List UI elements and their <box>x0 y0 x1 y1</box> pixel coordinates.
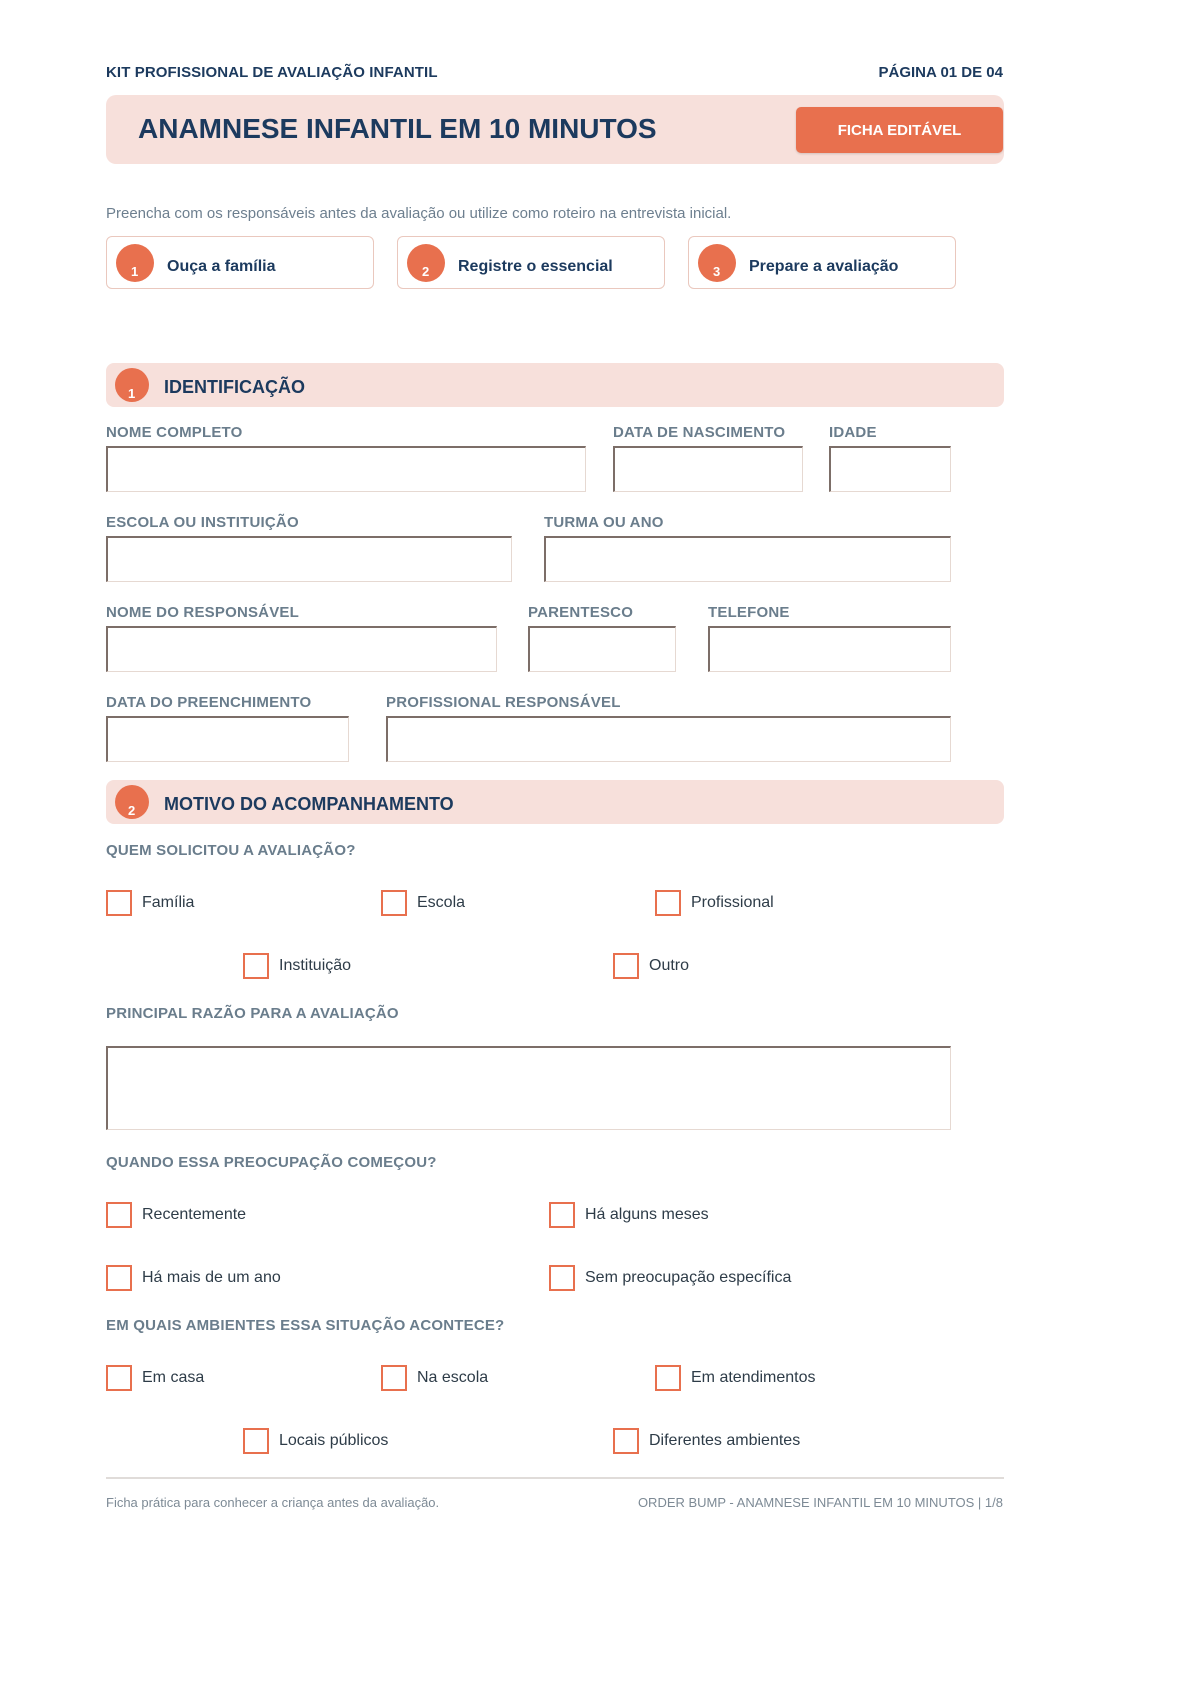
checkbox[interactable] <box>106 890 132 916</box>
checkbox[interactable] <box>106 1265 132 1291</box>
option-label: Instituição <box>279 957 352 974</box>
field-label-data-nascimento: DATA DE NASCIMENTO <box>613 424 786 441</box>
option-label: Escola <box>417 894 466 911</box>
option-label: Há mais de um ano <box>142 1269 281 1286</box>
option-label: Outro <box>649 957 690 974</box>
profissional-field[interactable] <box>386 716 951 762</box>
question-label-quando: QUANDO ESSA PREOCUPAÇÃO COMEÇOU? <box>106 1154 437 1171</box>
field-label-data-preenchimento: DATA DO PREENCHIMENTO <box>106 694 312 711</box>
step-number-badge: 1 <box>116 244 154 282</box>
option-label: Diferentes ambientes <box>649 1432 801 1449</box>
question-label-ambientes: EM QUAIS AMBIENTES ESSA SITUAÇÃO ACONTECE? <box>106 1317 505 1334</box>
section-header-identificacao <box>106 363 1004 407</box>
page-indicator: PÁGINA 01 DE 04 <box>878 64 1003 81</box>
checkbox[interactable] <box>549 1265 575 1291</box>
telefone-field[interactable] <box>708 626 951 672</box>
footer-note: Ficha prática para conhecer a criança antes da avaliação. <box>106 1495 440 1510</box>
section-number-badge: 2 <box>115 785 149 819</box>
option-label: Recentemente <box>142 1206 247 1223</box>
option-label: Família <box>142 894 195 911</box>
checkbox[interactable] <box>655 890 681 916</box>
step-card-1 <box>106 236 374 289</box>
question-label-razao: PRINCIPAL RAZÃO PARA A AVALIAÇÃO <box>106 1005 399 1022</box>
step-label: Registre o essencial <box>458 258 613 275</box>
option-label: Sem preocupação específica <box>585 1269 792 1286</box>
data-nascimento-field[interactable] <box>613 446 803 492</box>
option-label: Locais públicos <box>279 1432 389 1449</box>
section-title: IDENTIFICAÇÃO <box>164 377 305 397</box>
turma-field[interactable] <box>544 536 951 582</box>
checkbox[interactable] <box>613 1428 639 1454</box>
editable-form-button[interactable]: FICHA EDITÁVEL <box>796 107 1003 153</box>
field-label-telefone: TELEFONE <box>708 604 790 621</box>
nome-completo-field[interactable] <box>106 446 586 492</box>
footer-product: ORDER BUMP - ANAMNESE INFANTIL EM 10 MINUTOS | 1/8 <box>637 1495 1003 1510</box>
checkbox[interactable] <box>613 953 639 979</box>
question-label-solicitou: QUEM SOLICITOU A AVALIAÇÃO? <box>106 842 356 859</box>
kit-title: KIT PROFISSIONAL DE AVALIAÇÃO INFANTIL <box>106 64 438 81</box>
footer-divider <box>106 1477 1004 1479</box>
field-label-escola: ESCOLA OU INSTITUIÇÃO <box>106 514 299 531</box>
field-label-idade: IDADE <box>829 424 877 441</box>
razao-textarea[interactable] <box>106 1046 951 1130</box>
step-card-3 <box>688 236 956 289</box>
field-label-responsavel: NOME DO RESPONSÁVEL <box>106 604 299 621</box>
checkbox[interactable] <box>655 1365 681 1391</box>
checkbox[interactable] <box>381 1365 407 1391</box>
checkbox[interactable] <box>381 890 407 916</box>
field-label-parentesco: PARENTESCO <box>528 604 634 621</box>
field-label-profissional: PROFISSIONAL RESPONSÁVEL <box>386 694 621 711</box>
data-preenchimento-field[interactable] <box>106 716 349 762</box>
intro-text: Preencha com os responsáveis antes da avaliação ou utilize como roteiro na entrevista inicial. <box>106 205 732 222</box>
section-header-motivo <box>106 780 1004 824</box>
checkbox[interactable] <box>106 1202 132 1228</box>
section-number-badge: 1 <box>115 368 149 402</box>
responsavel-field[interactable] <box>106 626 497 672</box>
step-card-2 <box>397 236 665 289</box>
step-number-badge: 2 <box>407 244 445 282</box>
checkbox[interactable] <box>106 1365 132 1391</box>
step-label: Prepare a avaliação <box>749 258 899 275</box>
option-label: Em casa <box>142 1369 205 1386</box>
page-title: ANAMNESE INFANTIL EM 10 MINUTOS <box>138 113 657 144</box>
checkbox[interactable] <box>549 1202 575 1228</box>
option-label: Na escola <box>417 1369 489 1386</box>
checkbox[interactable] <box>243 953 269 979</box>
section-title: MOTIVO DO ACOMPANHAMENTO <box>164 794 454 814</box>
field-label-nome-completo: NOME COMPLETO <box>106 424 243 441</box>
escola-field[interactable] <box>106 536 512 582</box>
step-number-badge: 3 <box>698 244 736 282</box>
option-label: Há alguns meses <box>585 1206 709 1223</box>
step-label: Ouça a família <box>167 258 276 275</box>
parentesco-field[interactable] <box>528 626 676 672</box>
option-label: Em atendimentos <box>691 1369 816 1386</box>
checkbox[interactable] <box>243 1428 269 1454</box>
option-label: Profissional <box>691 894 774 911</box>
field-label-turma: TURMA OU ANO <box>544 514 664 531</box>
idade-field[interactable] <box>829 446 951 492</box>
